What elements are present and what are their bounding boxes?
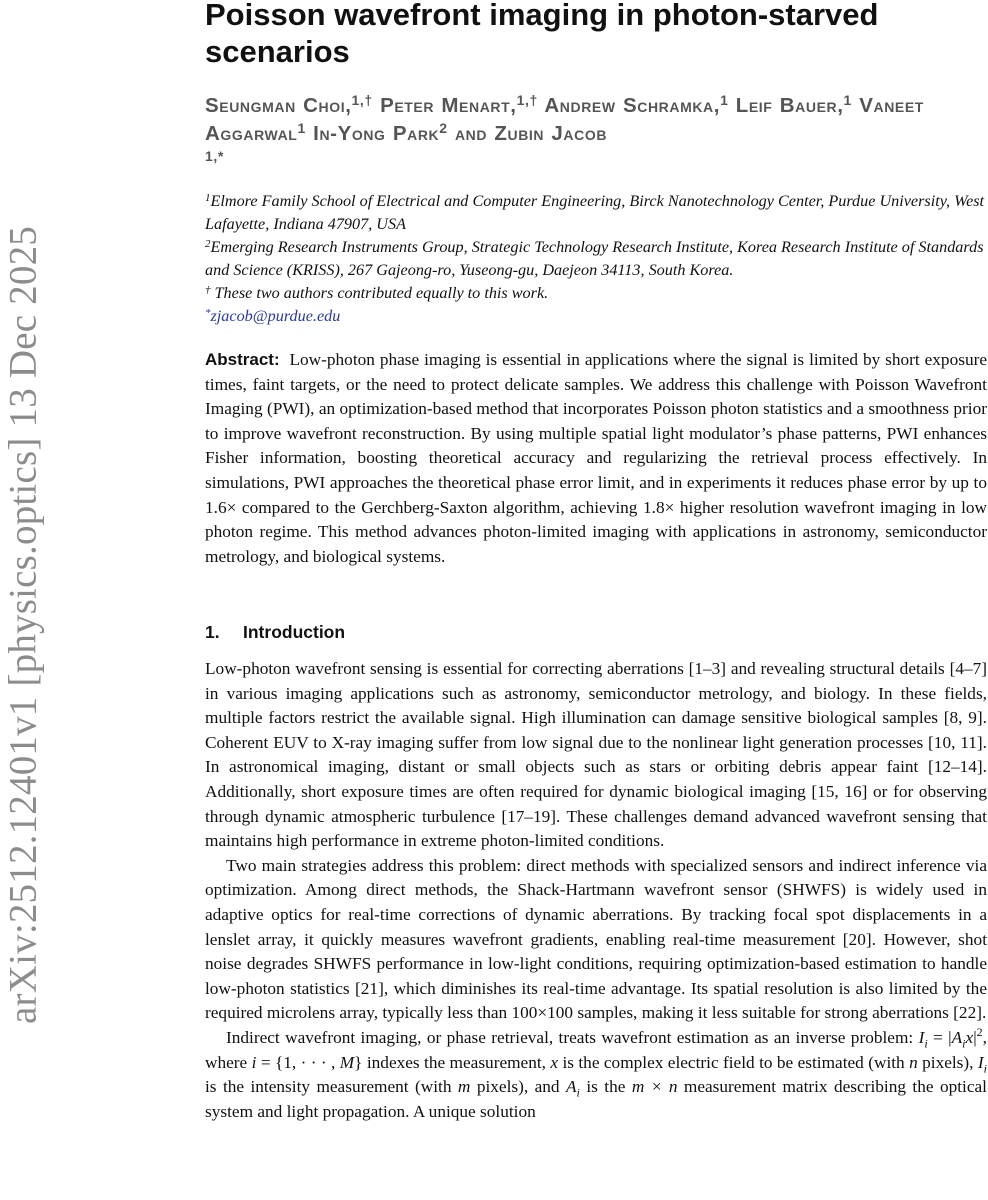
paragraph: Low-photon wavefront sensing is essential for correcting aberrations [1–3] and revealing structural details [4–7] in various imaging applications such as astronomy, semiconductor metrology, and biology. In these fields, multiple factors restrict the available signal. High illumination can damage sensitive biological samples [8, 9]. Coherent EUV to X-ray imaging suffer from low signal due to the nonlinear light generation processes [10, 11]. In astronomical imaging, distant or small objects such as stars or orbiting debris appear faint [12–14]. Additionally, short exposure times are often required for dynamic biological imaging [15, 16] or for observing through dynamic atmospheric turbulence [17–19]. These challenges demand advanced wavefront sensing that maintains high performance in extreme photon-limited conditions.	[205, 659, 987, 851]
paper-title: Poisson wavefront imaging in photon-starved scenarios	[205, 0, 879, 69]
arxiv-identifier-text: arXiv:2512.12401v1 [physics.optics] 13 Dec 2025	[1, 226, 45, 1024]
author: Vaneet Aggarwal$^1$	[205, 94, 924, 145]
section-heading-introduction: 1. Introduction	[205, 622, 346, 642]
author: Seungman Choi,$^{1,\dagger}$	[205, 92, 373, 117]
paragraph: Two main strategies address this problem: direct methods with specialized sensors and indirect inference via optimization. Among direct methods, the Shack-Hartmann wavefront sensor (SHWFS) is widely used in adaptive optics for real-time corrections of dynamic aberrations. By tracking focal spot displacements in a lenslet array, it quickly measures wavefront gradients, enabling real-time measurement [20]. However, shot noise degrades SHWFS performance in low-light conditions, requiring optimization-based estimation to handle low-photon statistics [21], which diminishes its real-time advantage. Its spatial resolution is also limited by the required microlens array, typically less than 100×100 samples, making it less suitable for strong aberrations [22].	[205, 855, 987, 1023]
abstract-text: Low-photon phase imaging is essential in applications where the signal is limited by short exposure times, faint targets, or the need to protect delicate samples. We address this challenge with Poisson Wavefront Imaging (PWI), an optimization-based method that incorporates Poisson photon statistics and a smoothness prior to improve wavefront reconstruction. By using multiple spatial light modulator’s phase patterns, PWI enhances Fisher information, boosting theoretical accuracy and regularizing the retrieval process effectively. In simulations, PWI approaches the theoretical phase error limit, and in experiments it reduces phase error by up to 1.6× compared to the Gerchberg-Saxton algorithm, achieving 1.8× higher resolution wavefront imaging in low photon regime. This method advances photon-limited imaging with applications in astronomy, semiconductor metrology, and biological systems.	[205, 350, 988, 566]
abstract	[205, 348, 987, 569]
author: and Zubin Jacob $^{1,*}$	[205, 122, 608, 164]
affiliation-2: $^2$Emerging Research Instruments Group, Strategic Technology Research Institute, Korea Research Institute of Standards and Science (KRISS), 267 Gajeong-ro, Yuseong-gu, Daejeon 34113, South Korea.	[205, 238, 984, 279]
author-list	[205, 92, 987, 176]
introduction-body	[205, 657, 987, 1124]
author: Andrew Schramka,$^1$	[544, 92, 729, 117]
abstract-label: Abstract:	[205, 350, 280, 369]
author: Peter Menart,$^{1,\dagger}$	[380, 92, 538, 117]
arxiv-identifier	[0, 0, 46, 1200]
equal-contribution-note: † These two authors contributed equally to this work.	[205, 284, 549, 302]
paragraph: Indirect wavefront imaging, or phase retrieval, treats wavefront estimation as an inverse problem: $I_i = |A_ix|^2$, where i = {1, · · · , M} indexes the measurement, x is the complex electric field to be estimated (with n pixels), $I_i$ is the intensity measurement (with m pixels), and $A_i$ is the m × n measurement matrix describing the optical system and light propagation. A unique solution	[205, 1025, 987, 1121]
affiliation-1: $^1$Elmore Family School of Electrical and Computer Engineering, Birck Nanotechnology Center, Purdue University, West Lafayette, Indiana 47907, USA	[205, 192, 985, 233]
author: In-Yong Park$^2$	[313, 120, 448, 145]
affiliations	[205, 190, 987, 328]
author: Leif Bauer,$^1$	[735, 92, 852, 117]
corresponding-email[interactable]: *zjacob@purdue.edu	[205, 307, 341, 325]
